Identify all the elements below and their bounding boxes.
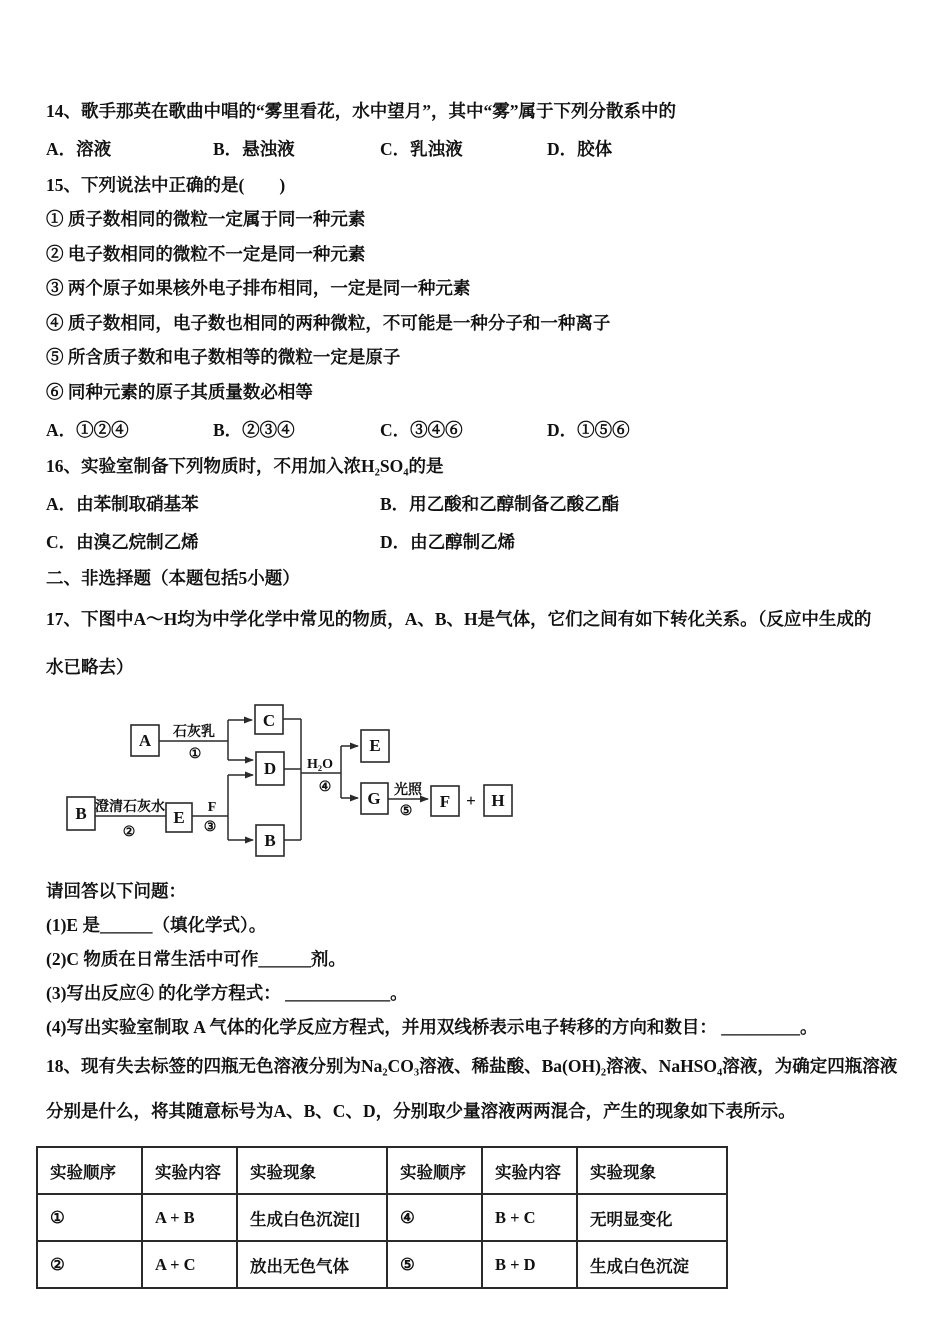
q17-sub-4: (4)写出实验室制取 A 气体的化学反应方程式，并用双线桥表示电子转移的方向和数目： _________。: [46, 1017, 818, 1037]
q15-option-c: C．③④⑥: [380, 420, 463, 440]
table-cell: B + D: [482, 1241, 577, 1288]
q17-sub-1: (1)E 是______（填化学式）。: [46, 915, 267, 935]
q16-options-row1: [46, 487, 905, 521]
diagram-label-step2: ②: [122, 825, 136, 840]
q17-subquestions: [46, 874, 905, 1044]
diagram-box-eright-label: E: [369, 736, 381, 755]
table-cell: A + B: [142, 1194, 237, 1241]
table-header-row: [37, 1147, 727, 1194]
section2-heading: 二、非选择题（本题包括5小题）: [46, 568, 300, 588]
table-row: [37, 1194, 727, 1241]
q15-option-d: D．①⑤⑥: [547, 420, 630, 440]
diagram-box-g-label: G: [367, 789, 381, 808]
diagram-label-step3: ③: [203, 820, 217, 835]
q15-statement-2: ② 电子数相同的微粒不一定是同一种元素: [46, 243, 366, 264]
q15-option-a: A．①②④: [46, 420, 129, 440]
diagram-label-step5: ⑤: [399, 804, 413, 819]
diagram-plus-sign: +: [466, 791, 476, 810]
diagram-box-a-label: A: [138, 731, 152, 750]
q16-option-c: C．由溴乙烷制乙烯: [46, 532, 199, 552]
diagram-label-step4: ④: [318, 780, 332, 795]
diagram-box-emid-label: E: [173, 808, 185, 827]
q15-statement-5: ⑤ 所含质子数和电子数相等的微粒一定是原子: [46, 347, 401, 367]
diagram-label-lime-milk: 石灰乳: [173, 725, 215, 740]
q15-option-b: B．②③④: [213, 420, 295, 440]
table-header-cell: 实验顺序: [37, 1147, 142, 1194]
table-cell: B + C: [482, 1194, 577, 1241]
q14-options: [46, 132, 905, 166]
table-cell: ④: [387, 1194, 482, 1241]
table-header-cell: 实验现象: [237, 1147, 387, 1194]
table-cell: 生成白色沉淀[]: [237, 1194, 387, 1241]
table-cell: 无明显变化: [577, 1194, 727, 1241]
q14-option-b: B．悬浊液: [213, 139, 295, 159]
q16-option-b: B．用乙酸和乙醇制备乙酸乙酯: [380, 494, 620, 514]
q16-option-a: A．由苯制取硝基苯: [46, 494, 199, 514]
q15-statement-6: ⑥ 同种元素的原子其质量数必相等: [46, 381, 313, 402]
q17-stem: 17、下图中A～H均为中学化学中常见的物质，A、B、H是气体，它们之间有如下转化关系。（反应中生成的水已略去）: [46, 609, 872, 677]
diagram-label-lime-water: 澄清石灰水: [95, 800, 165, 815]
q15-statement-1: ① 质子数相同的微粒一定属于同一种元素: [46, 209, 366, 229]
q14-option-d: D．胶体: [547, 139, 613, 159]
q15-stem: 15、下列说法中正确的是( ): [46, 175, 286, 195]
diagram-box-h-label: H: [491, 791, 505, 810]
table-header-cell: 实验内容: [482, 1147, 577, 1194]
diagram-label-step1: ①: [188, 747, 202, 762]
diagram-box-d-label: D: [263, 759, 277, 778]
q15-options: [46, 413, 905, 447]
table-cell: 生成白色沉淀: [577, 1241, 727, 1288]
q14-option-a: A．溶液: [46, 139, 112, 159]
table-cell: A + C: [142, 1241, 237, 1288]
q17-sub-2: (2)C 物质在日常生活中可作______剂。: [46, 949, 346, 969]
q15-statement-4: ④ 质子数相同，电子数也相同的两种微粒，不可能是一种分子和一种离子: [46, 312, 611, 333]
q18-stem: 18、现有失去标签的四瓶无色溶液分别为Na₂CO₃溶液、稀盐酸、Ba(OH)₂溶液、NaHSO₄溶液，为确定四瓶溶液分别是什么，将其随意标号为A、B、C、D，分别取少量溶液两两混合，产生的现象如下表所示。: [46, 1056, 898, 1121]
q17-flow-diagram: [48, 699, 905, 872]
q14-stem: 14、歌手那英在歌曲中唱的“雾里看花，水中望月”，其中“雾”属于下列分散系中的: [46, 101, 676, 121]
table-header-cell: 实验现象: [577, 1147, 727, 1194]
diagram-box-bleft-label: B: [75, 804, 87, 823]
table-header-cell: 实验内容: [142, 1147, 237, 1194]
diagram-box-bmid-label: B: [264, 831, 276, 850]
q17-sub-3: (3)写出反应④ 的化学方程式： ____________。: [46, 983, 408, 1003]
q16-stem: 16、实验室制备下列物质时，不用加入浓H₂SO₄的是: [46, 456, 444, 476]
table-header-cell: 实验顺序: [387, 1147, 482, 1194]
table-cell: ⑤: [387, 1241, 482, 1288]
q15-statement-3: ③ 两个原子如果核外电子排布相同，一定是同一种元素: [46, 278, 471, 298]
table-cell: ①: [37, 1194, 142, 1241]
q16-option-d: D．由乙醇制乙烯: [380, 532, 516, 552]
table-cell: 放出无色气体: [237, 1241, 387, 1288]
diagram-box-c-label: C: [262, 711, 276, 730]
table-row: [37, 1241, 727, 1288]
diagram-label-f: F: [207, 800, 217, 815]
q14-option-c: C．乳浊液: [380, 139, 463, 159]
q17-prompt: 请回答以下问题：: [46, 881, 186, 901]
table-cell: ②: [37, 1241, 142, 1288]
q18-experiment-table: [36, 1146, 728, 1289]
q16-options-row2: [46, 525, 905, 559]
diagram-label-water: H₂O: [307, 757, 333, 772]
diagram-box-fright-label: F: [439, 792, 451, 811]
diagram-label-light: 光照: [394, 783, 422, 798]
